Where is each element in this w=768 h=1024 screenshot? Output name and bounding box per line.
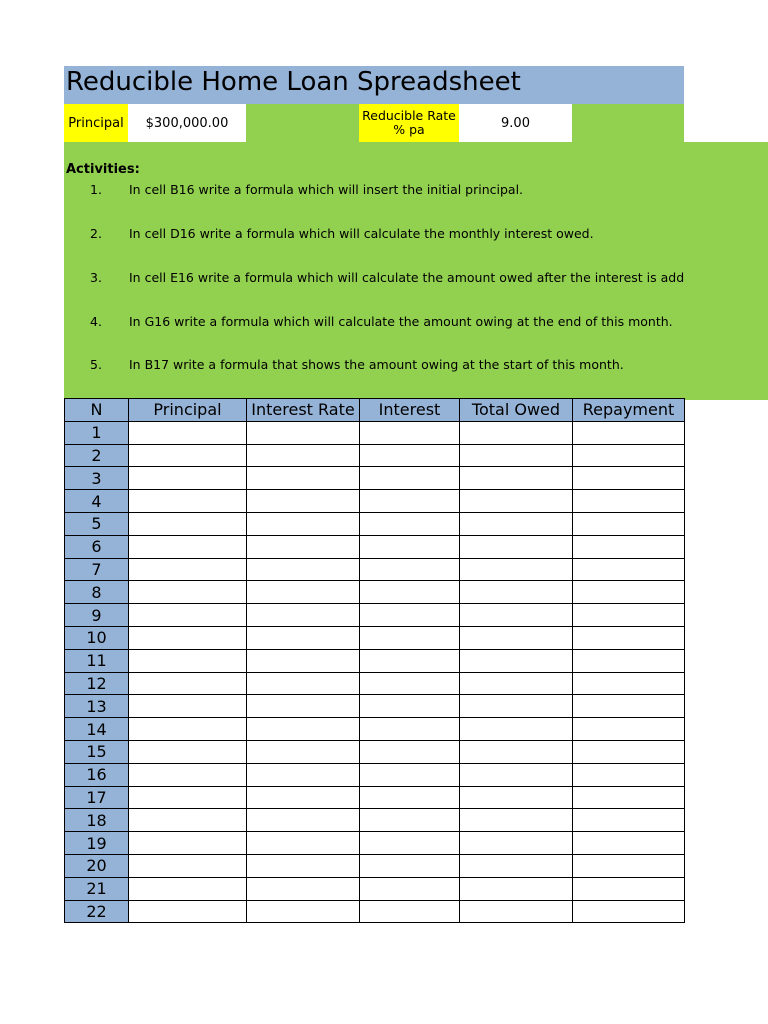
- repayment-cell[interactable]: [573, 581, 685, 604]
- row-number-cell: 14: [65, 718, 129, 741]
- loan-table: [64, 398, 685, 923]
- column-header-interest: Interest: [360, 399, 460, 422]
- interest-cell[interactable]: [360, 809, 460, 832]
- table-row: [65, 490, 685, 513]
- principal-cell[interactable]: [129, 444, 247, 467]
- interest-rate-cell[interactable]: [247, 740, 360, 763]
- inputs-row: [64, 104, 684, 142]
- total-owed-cell[interactable]: [460, 490, 573, 513]
- principal-cell[interactable]: [129, 900, 247, 923]
- interest-cell[interactable]: [360, 535, 460, 558]
- activities-heading: Activities:: [66, 162, 140, 177]
- interest-rate-cell[interactable]: [247, 877, 360, 900]
- total-owed-cell[interactable]: [460, 649, 573, 672]
- interest-cell[interactable]: [360, 421, 460, 444]
- row-number-cell: 1: [65, 421, 129, 444]
- interest-rate-cell[interactable]: [247, 421, 360, 444]
- row-number-cell: 12: [65, 672, 129, 695]
- activity-item: [64, 357, 768, 377]
- interest-cell[interactable]: [360, 626, 460, 649]
- repayment-cell[interactable]: [573, 900, 685, 923]
- activity-item: [64, 182, 768, 202]
- repayment-cell[interactable]: [573, 649, 685, 672]
- interest-rate-cell[interactable]: [247, 695, 360, 718]
- repayment-cell[interactable]: [573, 832, 685, 855]
- activity-text: In B17 write a formula that shows the amount owing at the start of this month.: [129, 357, 624, 372]
- principal-cell[interactable]: [129, 535, 247, 558]
- interest-rate-cell[interactable]: [247, 763, 360, 786]
- repayment-cell[interactable]: [573, 718, 685, 741]
- table-row: [65, 809, 685, 832]
- principal-cell[interactable]: [129, 695, 247, 718]
- interest-cell[interactable]: [360, 672, 460, 695]
- principal-cell[interactable]: [129, 854, 247, 877]
- interest-rate-cell[interactable]: [247, 786, 360, 809]
- interest-cell[interactable]: [360, 444, 460, 467]
- interest-rate-cell[interactable]: [247, 512, 360, 535]
- principal-label: Principal: [64, 104, 128, 142]
- activity-number: 3.: [90, 270, 102, 285]
- principal-cell[interactable]: [129, 877, 247, 900]
- table-row: [65, 854, 685, 877]
- table-row: [65, 695, 685, 718]
- repayment-cell[interactable]: [573, 763, 685, 786]
- total-owed-cell[interactable]: [460, 877, 573, 900]
- repayment-cell[interactable]: [573, 604, 685, 627]
- column-header-principal: Principal: [129, 399, 247, 422]
- principal-cell[interactable]: [129, 581, 247, 604]
- interest-cell[interactable]: [360, 740, 460, 763]
- activity-number: 1.: [90, 182, 102, 197]
- interest-cell[interactable]: [360, 718, 460, 741]
- row-number-cell: 17: [65, 786, 129, 809]
- table-header-row: [65, 399, 685, 422]
- row-number-cell: 8: [65, 581, 129, 604]
- interest-cell[interactable]: [360, 490, 460, 513]
- principal-cell[interactable]: [129, 786, 247, 809]
- repayment-cell[interactable]: [573, 740, 685, 763]
- total-owed-cell[interactable]: [460, 535, 573, 558]
- column-header-n: N: [65, 399, 129, 422]
- activity-text: In cell D16 write a formula which will calculate the monthly interest owed.: [129, 226, 594, 241]
- interest-cell[interactable]: [360, 649, 460, 672]
- row-number-cell: 11: [65, 649, 129, 672]
- interest-rate-cell[interactable]: [247, 444, 360, 467]
- table-row: [65, 581, 685, 604]
- principal-cell[interactable]: [129, 626, 247, 649]
- repayment-cell[interactable]: [573, 786, 685, 809]
- interest-cell[interactable]: [360, 604, 460, 627]
- interest-rate-cell[interactable]: [247, 854, 360, 877]
- total-owed-cell[interactable]: [460, 512, 573, 535]
- activities-panel: [64, 142, 768, 400]
- column-header-interest-rate: Interest Rate: [247, 399, 360, 422]
- rate-label: Reducible Rate % pa: [359, 104, 459, 142]
- total-owed-cell[interactable]: [460, 467, 573, 490]
- repayment-cell[interactable]: [573, 854, 685, 877]
- activity-text: In cell E16 write a formula which will calculate the amount owed after the interest is add: [129, 270, 685, 285]
- interest-rate-cell[interactable]: [247, 832, 360, 855]
- interest-rate-cell[interactable]: [247, 718, 360, 741]
- table-row: [65, 649, 685, 672]
- row-number-cell: 20: [65, 854, 129, 877]
- activity-number: 5.: [90, 357, 102, 372]
- activity-item: [64, 270, 768, 290]
- row-number-cell: 21: [65, 877, 129, 900]
- total-owed-cell[interactable]: [460, 444, 573, 467]
- row-number-cell: 22: [65, 900, 129, 923]
- table-row: [65, 763, 685, 786]
- activity-number: 2.: [90, 226, 102, 241]
- row-number-cell: 9: [65, 604, 129, 627]
- activity-number: 4.: [90, 314, 102, 329]
- repayment-cell[interactable]: [573, 467, 685, 490]
- interest-rate-cell[interactable]: [247, 649, 360, 672]
- principal-value-cell[interactable]: $300,000.00: [128, 104, 246, 142]
- total-owed-cell[interactable]: [460, 695, 573, 718]
- table-row: [65, 877, 685, 900]
- repayment-cell[interactable]: [573, 672, 685, 695]
- row-number-cell: 15: [65, 740, 129, 763]
- repayment-cell[interactable]: [573, 695, 685, 718]
- interest-cell[interactable]: [360, 832, 460, 855]
- principal-cell[interactable]: [129, 832, 247, 855]
- row-number-cell: 16: [65, 763, 129, 786]
- row-number-cell: 7: [65, 558, 129, 581]
- repayment-cell[interactable]: [573, 421, 685, 444]
- table-row: [65, 832, 685, 855]
- interest-rate-cell[interactable]: [247, 604, 360, 627]
- principal-cell[interactable]: [129, 718, 247, 741]
- total-owed-cell[interactable]: [460, 832, 573, 855]
- column-header-total-owed: Total Owed: [460, 399, 573, 422]
- interest-rate-cell[interactable]: [247, 467, 360, 490]
- interest-cell[interactable]: [360, 695, 460, 718]
- total-owed-cell[interactable]: [460, 763, 573, 786]
- table-row: [65, 421, 685, 444]
- principal-cell[interactable]: [129, 649, 247, 672]
- row-number-cell: 6: [65, 535, 129, 558]
- interest-cell[interactable]: [360, 467, 460, 490]
- activity-item: [64, 226, 768, 246]
- interest-cell[interactable]: [360, 854, 460, 877]
- interest-rate-cell[interactable]: [247, 558, 360, 581]
- repayment-cell[interactable]: [573, 512, 685, 535]
- repayment-cell[interactable]: [573, 558, 685, 581]
- interest-cell[interactable]: [360, 512, 460, 535]
- principal-cell[interactable]: [129, 490, 247, 513]
- total-owed-cell[interactable]: [460, 581, 573, 604]
- repayment-cell[interactable]: [573, 490, 685, 513]
- principal-cell[interactable]: [129, 763, 247, 786]
- interest-cell[interactable]: [360, 558, 460, 581]
- total-owed-cell[interactable]: [460, 854, 573, 877]
- interest-cell[interactable]: [360, 786, 460, 809]
- repayment-cell[interactable]: [573, 809, 685, 832]
- total-owed-cell[interactable]: [460, 558, 573, 581]
- table-row: [65, 467, 685, 490]
- interest-cell[interactable]: [360, 877, 460, 900]
- principal-cell[interactable]: [129, 467, 247, 490]
- row-number-cell: 3: [65, 467, 129, 490]
- interest-cell[interactable]: [360, 900, 460, 923]
- row-number-cell: 19: [65, 832, 129, 855]
- table-row: [65, 535, 685, 558]
- principal-cell[interactable]: [129, 604, 247, 627]
- repayment-cell[interactable]: [573, 877, 685, 900]
- table-row: [65, 444, 685, 467]
- page-title: Reducible Home Loan Spreadsheet: [64, 66, 684, 104]
- interest-rate-cell[interactable]: [247, 535, 360, 558]
- activity-text: In G16 write a formula which will calculate the amount owing at the end of this month.: [129, 314, 673, 329]
- total-owed-cell[interactable]: [460, 626, 573, 649]
- table-row: [65, 512, 685, 535]
- activity-text: In cell B16 write a formula which will insert the initial principal.: [129, 182, 524, 197]
- row-number-cell: 2: [65, 444, 129, 467]
- table-row: [65, 558, 685, 581]
- principal-cell[interactable]: [129, 740, 247, 763]
- repayment-cell[interactable]: [573, 535, 685, 558]
- total-owed-cell[interactable]: [460, 809, 573, 832]
- principal-cell[interactable]: [129, 809, 247, 832]
- total-owed-cell[interactable]: [460, 672, 573, 695]
- total-owed-cell[interactable]: [460, 900, 573, 923]
- total-owed-cell[interactable]: [460, 421, 573, 444]
- interest-rate-cell[interactable]: [247, 809, 360, 832]
- total-owed-cell[interactable]: [460, 786, 573, 809]
- table-row: [65, 626, 685, 649]
- row-number-cell: 13: [65, 695, 129, 718]
- interest-cell[interactable]: [360, 581, 460, 604]
- interest-rate-cell[interactable]: [247, 490, 360, 513]
- activity-item: [64, 314, 768, 334]
- table-row: [65, 604, 685, 627]
- table-row: [65, 718, 685, 741]
- total-owed-cell[interactable]: [460, 718, 573, 741]
- interest-rate-cell[interactable]: [247, 672, 360, 695]
- interest-rate-cell[interactable]: [247, 900, 360, 923]
- principal-cell[interactable]: [129, 558, 247, 581]
- rate-value-cell[interactable]: 9.00: [459, 104, 572, 142]
- interest-rate-cell[interactable]: [247, 581, 360, 604]
- interest-rate-cell[interactable]: [247, 626, 360, 649]
- table-row: [65, 900, 685, 923]
- total-owed-cell[interactable]: [460, 604, 573, 627]
- table-row: [65, 786, 685, 809]
- repayment-cell[interactable]: [573, 444, 685, 467]
- repayment-cell[interactable]: [573, 626, 685, 649]
- row-number-cell: 18: [65, 809, 129, 832]
- principal-cell[interactable]: [129, 421, 247, 444]
- total-owed-cell[interactable]: [460, 740, 573, 763]
- row-number-cell: 5: [65, 512, 129, 535]
- column-header-repayment: Repayment: [573, 399, 685, 422]
- row-number-cell: 4: [65, 490, 129, 513]
- interest-cell[interactable]: [360, 763, 460, 786]
- principal-cell[interactable]: [129, 512, 247, 535]
- principal-cell[interactable]: [129, 672, 247, 695]
- table-row: [65, 740, 685, 763]
- row-number-cell: 10: [65, 626, 129, 649]
- table-row: [65, 672, 685, 695]
